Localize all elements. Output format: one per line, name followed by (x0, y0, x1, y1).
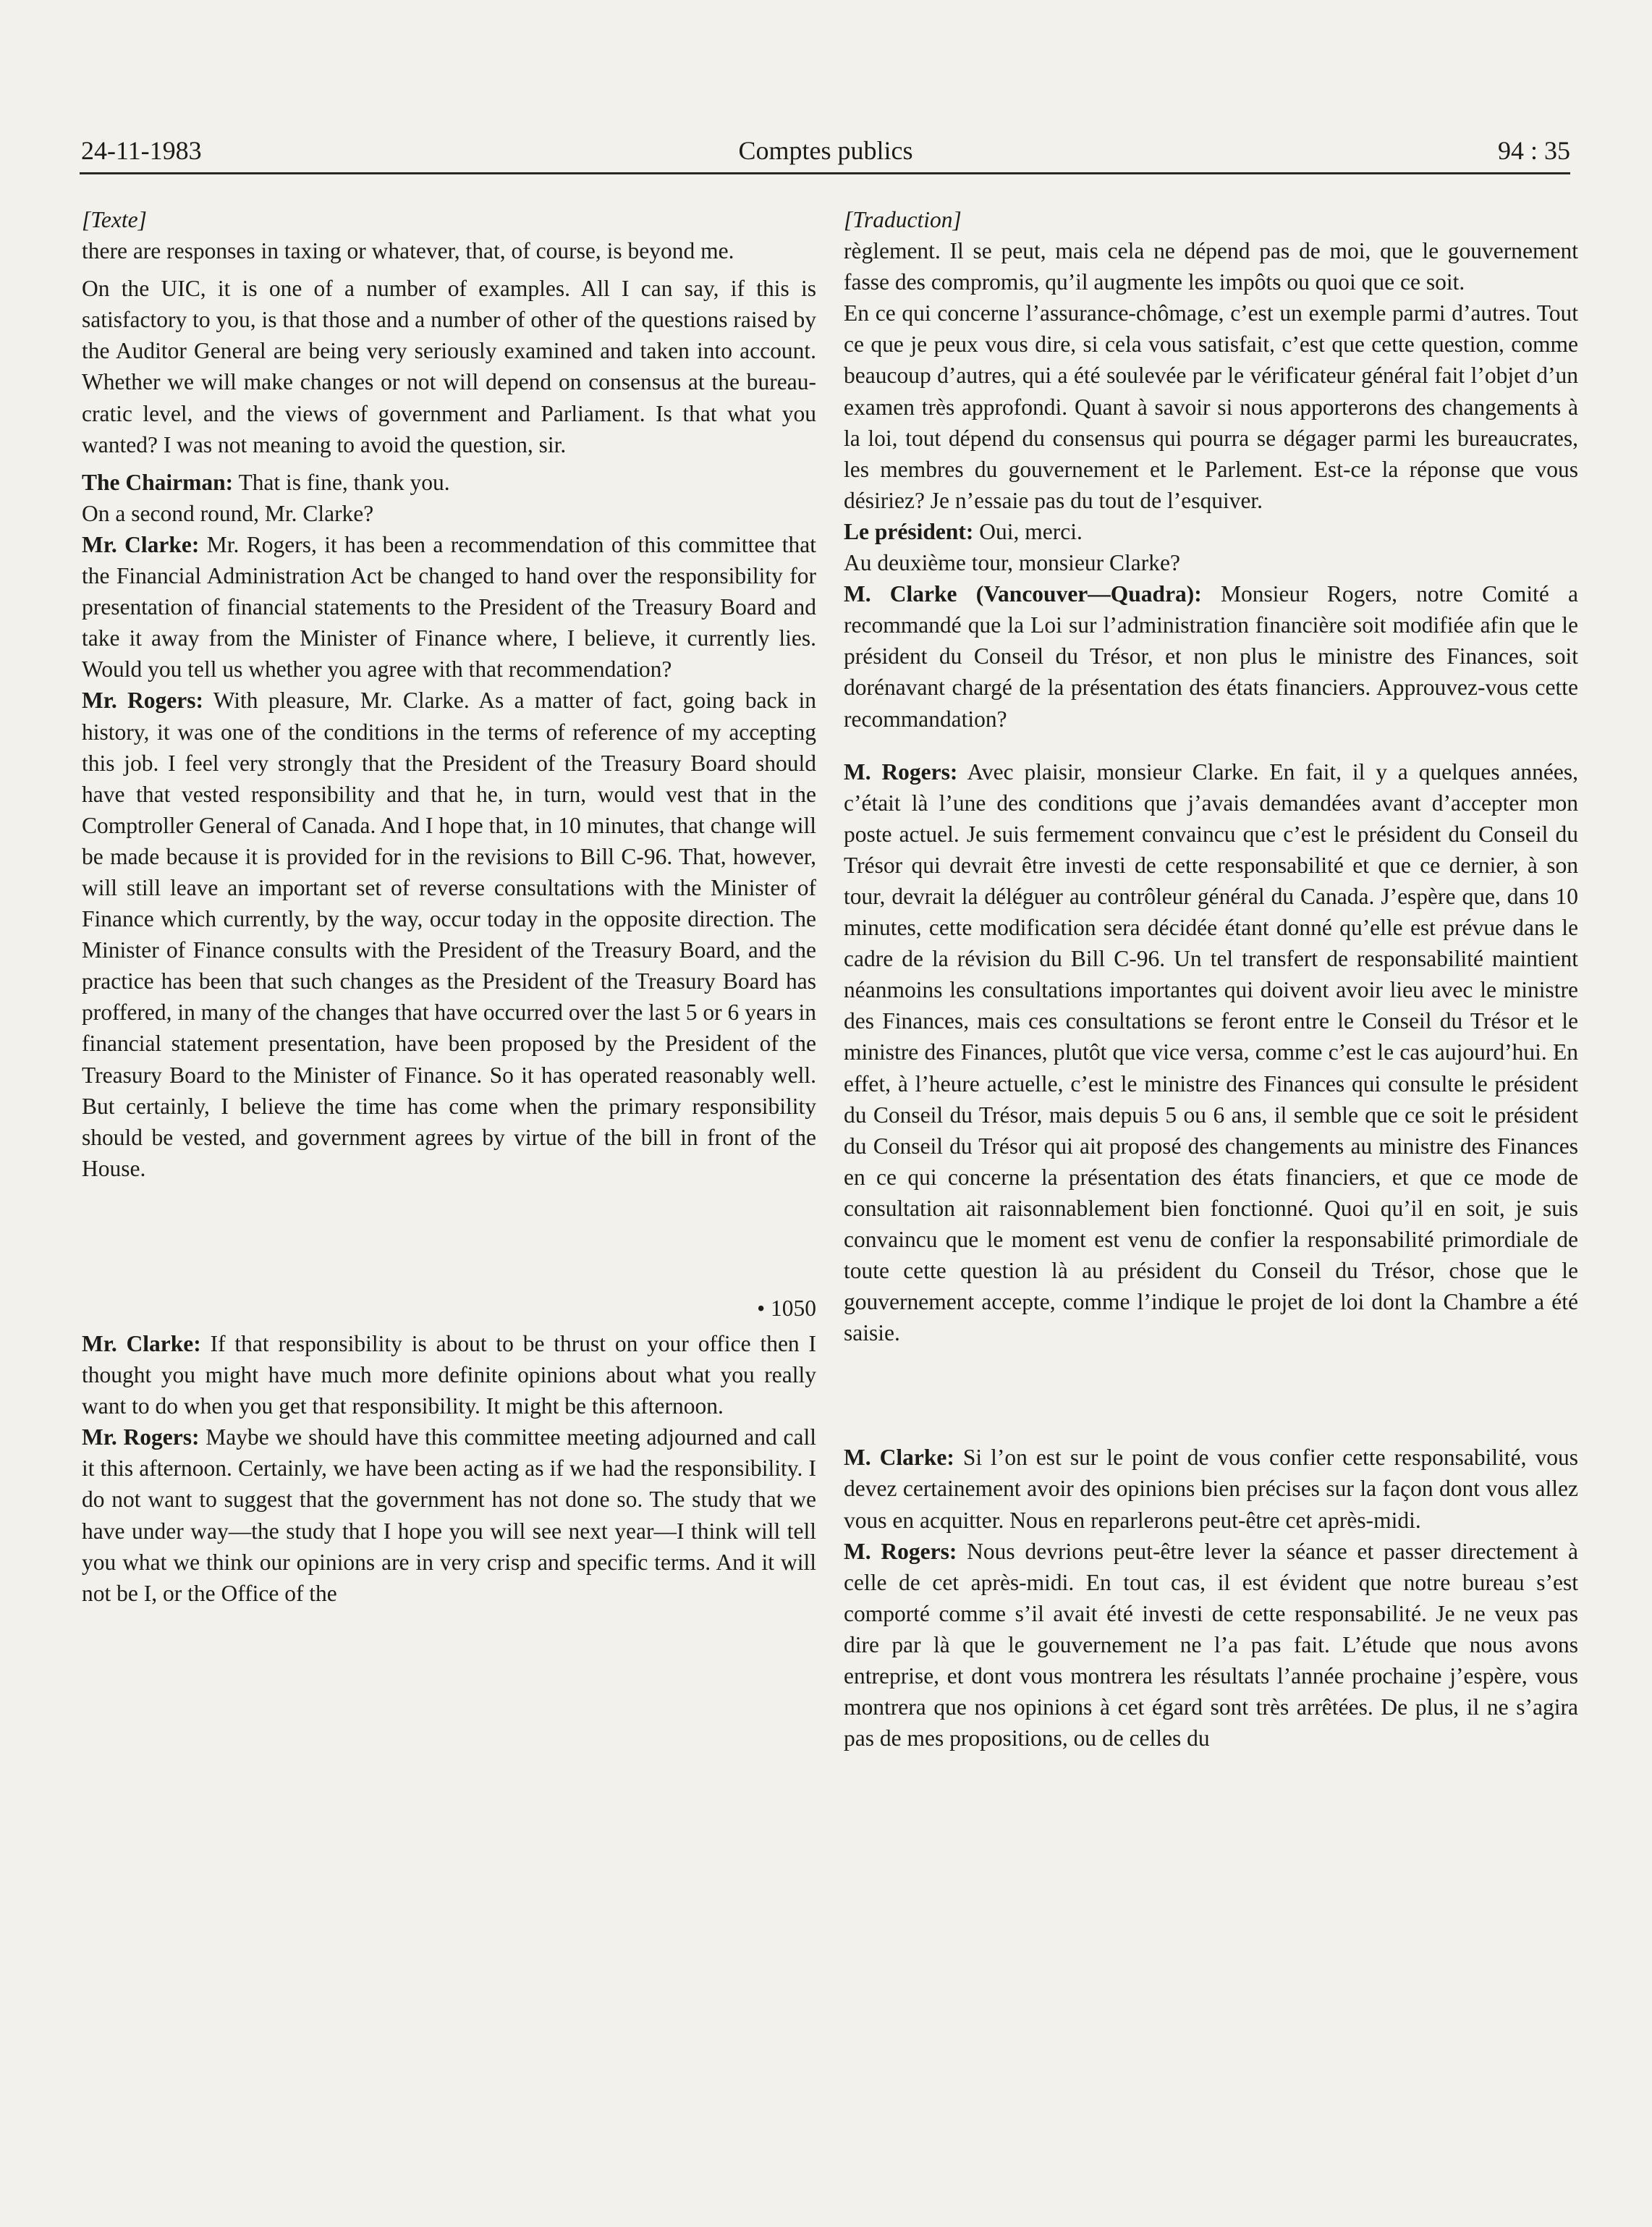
english-column (82, 204, 816, 1609)
spacer (844, 1355, 1578, 1442)
speaker-name: M. Clarke: (844, 1445, 954, 1471)
time-marker: • 1050 (757, 1295, 816, 1321)
speaker-name: M. Rogers: (844, 1538, 957, 1564)
speech-text: With pleasure, Mr. Clarke. As a matter of fact, going back in history, it was one of the conditions in the terms of reference of my accepting this job. I feel very strongly that the President of the Treasury Board should have that vested responsibility and that he, in turn, would vest that in the Comptroller General of Canada. And I hope that, in 10 minutes, that change will be made because it is provided for in the revisions to Bill C-96. That, however, will still leave an important set of reverse consultations with the Minister of Finance which currently, by the way, occur today in the opposite direction. The Minister of Finance consults with the President of the Treasury Board, and the practice has been that such changes as the President of the Treasury Board has proffered, in many of the changes that have occurred over the last 5 or 6 years in financial statement presentation, have been proposed by the President of the Treasury Board to the Minister of Finance. So it has operated reasonably well. But certainly, I believe the time has come when the primary responsibility should be vested, and government agrees by virtue of the bill in front of the House. (82, 688, 816, 1181)
speech (82, 1328, 816, 1421)
paragraph: On the UIC, it is one of a number of examples. All I can say, if this is satisfactory to you, is that those and a number of other of the questions raised by the Auditor General are being very seriously examined and taken into account. Whether we will make changes or not will depend on consensus at the bureaucratic level, and the views of government and Parliament. Is that what you wanted? I was not meaning to avoid the question, sir. (82, 276, 816, 457)
header-page-number: 94 : 35 (1497, 136, 1570, 165)
paragraph: On a second round, Mr. Clarke? (82, 500, 374, 526)
header-title: Comptes publics (738, 136, 913, 165)
paragraph: En ce qui concerne l’assurance-chômage, c’est un exemple parmi d’autres. Tout ce que je peux vous dire, si cela vous satisfait, c’est que cette question, comme beaucoup d’autres, qui a été soulevée par le vérificateur général fait l’objet d’un examen très approfondi. Quant à savoir si nous apporterons des changements à la loi, tout dépend du consensus qui pourra se dégager parmi les bureaucrates, les membres du gouvernement et le Parlement. Est-ce la réponse que vous désiriez? Je n’essaie pas du tout de l’esquiver. (844, 300, 1578, 513)
header-date: 24-11-1983 (81, 136, 202, 165)
speech-text: That is fine, thank you. (233, 469, 450, 495)
speech-text: Oui, merci. (973, 518, 1083, 544)
speaker-name: Le président: (844, 518, 974, 544)
speaker-name: M. Clarke (Vancouver—Quadra): (844, 581, 1202, 607)
speech-text: Maybe we should have this committee meeting adjourned and call it this afternoon. Certainly, we have been acting as if we had the responsibility. I do not want to suggest that the government has not done so. The study that we have under way—the study that I hope you will see next year—I think will tell you what we think our opinions are in very crisp and specific terms. And it will not be I, or the Office of the (82, 1424, 816, 1606)
speech-text: Avec plaisir, monsieur Clarke. En fait, il y a quelques années, c’était là l’une des conditions que j’avais demandées avant d’accepter mon poste actuel. Je suis fermement convaincu que c’est le président du Conseil du Trésor qui devrait être investi de cette responsabilité et que ce dernier, à son tour, devrait la déléguer au contrôleur général du Canada. J’espère que, dans 10 minutes, cette modification sera décidée étant donné qu’elle est prévue dans le cadre de la révision du Bill C-96. Un tel transfert de responsabilité maintient néanmoins les consultations importantes qui doivent avoir lieu avec le ministre des Finances, mais ces consultations se feront entre le Conseil du Trésor et le ministre des Finances, plutôt que vice versa, comme c’est le cas aujourd’hui. En effet, à l’heure actuelle, c’est le ministre des Finances qui consulte le président du Conseil du Trésor, mais depuis 5 ou 6 ans, il semble que ce soit le président du Conseil du Trésor qui ait proposé des changements au ministre des Finances en ce qui concerne la présentation des états financiers, et que ce mode de consultation ait raisonnablement bien fonctionné. Quoi qu’il en soit, je suis convaincu que le moment est venu de confier la responsabilité primordiale de toute cette question là au président du Conseil du Trésor, chose que le gouvernement accepte, comme l’indique le projet de loi dont la Chambre a été saisie. (844, 758, 1578, 1346)
speech-text: Si l’on est sur le point de vous confier cette responsabilité, vous devez certainement avoir des opinions bien précises sur la façon dont vous allez vous en acquitter. Nous en reparlerons peut-être cet après-midi. (844, 1445, 1578, 1533)
speaker-name: Mr. Rogers: (82, 1424, 200, 1450)
language-label-text: Texte (90, 207, 138, 232)
speech (82, 467, 816, 498)
speech-text: If that responsibility is about to be thrust on your office then I thought you might have much more definite opinions about what you really want to do when you get that responsibility. It might be this afternoon. (82, 1331, 816, 1419)
speech-text: Monsieur Rogers, notre Comité a recommandé que la Loi sur l’administration financière soit modifiée afin que le président du Conseil du Trésor, et non plus le ministre des Finances, soit dorénavant chargé de la présentation des états financiers. Approuvez-vous cette recommandation? (844, 581, 1578, 732)
speech (844, 578, 1578, 734)
speaker-name: The Chairman: (82, 469, 234, 495)
speaker-name: M. Rogers: (844, 758, 958, 785)
language-label-text: Traduction (852, 207, 953, 232)
speaker-name: Mr. Clarke: (82, 1331, 201, 1356)
speech-text: Nous devrions peut-être lever la séance et passer directement à celle de cet après-midi. En tout cas, il est évident que notre bureau s’est comporté comme s’il avait été investi de cette responsabilité. Je ne veux pas dire par là que le gouvernement ne l’a pas fait. L’étude que nous avons entreprise, et dont vous montrera les résultats l’année prochaine j’espère, vous montrera que nos opinions à cet égard sont très arrêtées. De plus, il ne s’agira pas de mes propositions, ou de celles du (844, 1538, 1578, 1751)
speech (844, 516, 1578, 547)
header-rule (80, 172, 1570, 174)
paragraph: there are responses in taxing or whatever, that, of course, is beyond me. (82, 238, 734, 264)
speech-text: Mr. Rogers, it has been a recommendation of this committee that the Financial Administration Act be changed to hand over the responsibility for presentation of financial statements to the President of the Treasury Board and take it away from the Minister of Finance where, I believe, it currently lies. Would you tell us whether you agree with that recommendation? (82, 531, 817, 683)
french-column (844, 204, 1578, 1754)
speaker-name: Mr. Clarke: (82, 531, 200, 557)
speaker-name: Mr. Rogers: (82, 688, 203, 714)
speech (82, 685, 816, 1184)
speech (82, 1421, 816, 1609)
language-label: [Traduction] (844, 207, 962, 232)
speech (844, 756, 1578, 1349)
language-label: [Texte] (82, 207, 147, 232)
paragraph: Au deuxième tour, monsieur Clarke? (844, 550, 1180, 576)
page-header (81, 132, 1570, 169)
speech (844, 1442, 1578, 1535)
speech (82, 529, 816, 685)
paragraph: règlement. Il se peut, mais cela ne dépend pas de moi, que le gouvernement fasse des compromis, qu’il augmente les impôts ou quoi que ce soit. (844, 238, 1578, 295)
speech (844, 1536, 1578, 1754)
